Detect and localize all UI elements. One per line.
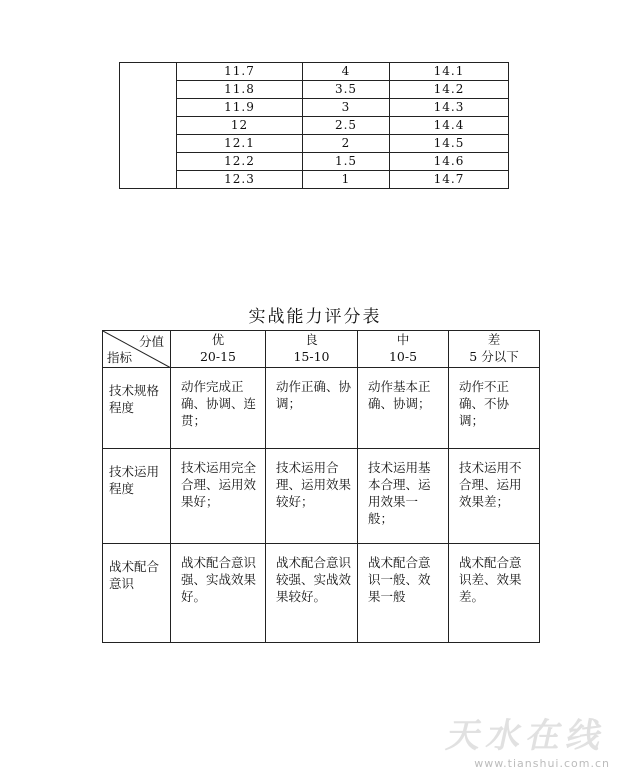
grade-header <box>358 331 449 368</box>
grade-range: 20-15 <box>199 349 237 364</box>
criteria-cell: 技术运用完全合理、运用效果好； <box>171 449 266 544</box>
diagonal-bottom-label: 指标 <box>107 350 133 365</box>
table-row <box>120 153 509 171</box>
grade-name: 良 <box>305 332 318 347</box>
criteria-cell: 动作完成正确、协调、连贯； <box>171 368 266 449</box>
evaluation-table-title: 实战能力评分表 <box>248 307 382 327</box>
grade-range: 15-10 <box>293 349 330 364</box>
merged-blank-cell <box>120 63 177 189</box>
grade-header <box>171 331 266 368</box>
table-cell: 12.1 <box>177 135 303 153</box>
table-cell: 14.7 <box>390 171 509 189</box>
table-row <box>120 63 509 81</box>
table-cell: 14.6 <box>390 153 509 171</box>
table-row <box>120 171 509 189</box>
table-cell: 1 <box>303 171 390 189</box>
table-row <box>120 99 509 117</box>
table-cell: 4 <box>303 63 390 81</box>
grade-name: 中 <box>396 332 410 347</box>
grade-name: 优 <box>211 332 225 347</box>
table-cell: 3.5 <box>303 81 390 99</box>
table-cell: 12.3 <box>177 171 303 189</box>
table-cell: 14.1 <box>390 63 509 81</box>
table-cell: 11.8 <box>177 81 303 99</box>
grade-header <box>449 331 540 368</box>
criteria-cell: 战术配合意识强、实战效果好。 <box>171 544 266 643</box>
grade-range: 5 分以下 <box>469 349 519 364</box>
criteria-cell: 技术运用不合理、运用效果差； <box>449 449 540 544</box>
table-row <box>103 368 540 449</box>
table-cell: 2 <box>303 135 390 153</box>
criteria-cell: 技术运用合理、运用效果较好； <box>266 449 358 544</box>
watermark-url: www.tianshui.com.cn <box>474 757 610 770</box>
criteria-cell: 动作不正确、不协调； <box>449 368 540 449</box>
table-row <box>120 135 509 153</box>
indicator-label: 战术配合意识 <box>103 544 171 643</box>
table-row <box>120 117 509 135</box>
table-cell: 1.5 <box>303 153 390 171</box>
header-row <box>103 331 540 368</box>
indicator-label: 技术规格程度 <box>103 368 171 449</box>
diagonal-top-label: 分值 <box>138 334 164 349</box>
table-row <box>103 449 540 544</box>
table-cell: 3 <box>303 99 390 117</box>
table-cell: 14.3 <box>390 99 509 117</box>
indicator-label: 技术运用程度 <box>103 449 171 544</box>
table-cell: 2.5 <box>303 117 390 135</box>
criteria-cell: 动作基本正确、协调； <box>358 368 449 449</box>
table-cell: 12 <box>177 117 303 135</box>
table-cell: 11.7 <box>177 63 303 81</box>
table-cell: 12.2 <box>177 153 303 171</box>
grade-name: 差 <box>487 332 501 347</box>
evaluation-table <box>102 330 540 643</box>
score-table <box>119 62 509 189</box>
table-cell: 14.2 <box>390 81 509 99</box>
watermark-logo: 天水在线 <box>443 716 612 756</box>
grade-header <box>266 331 358 368</box>
criteria-cell: 技术运用基本合理、运用效果一般； <box>358 449 449 544</box>
table-cell: 14.5 <box>390 135 509 153</box>
criteria-cell: 动作正确、协调； <box>266 368 358 449</box>
table-cell: 11.9 <box>177 99 303 117</box>
grade-range: 10-5 <box>388 349 418 364</box>
criteria-cell: 战术配合意识一般、效果一般 <box>358 544 449 643</box>
criteria-cell: 战术配合意识差、效果差。 <box>449 544 540 643</box>
table-row <box>120 81 509 99</box>
diagonal-header-cell <box>103 331 171 368</box>
table-cell: 14.4 <box>390 117 509 135</box>
criteria-cell: 战术配合意识较强、实战效果较好。 <box>266 544 358 643</box>
table-row <box>103 544 540 643</box>
